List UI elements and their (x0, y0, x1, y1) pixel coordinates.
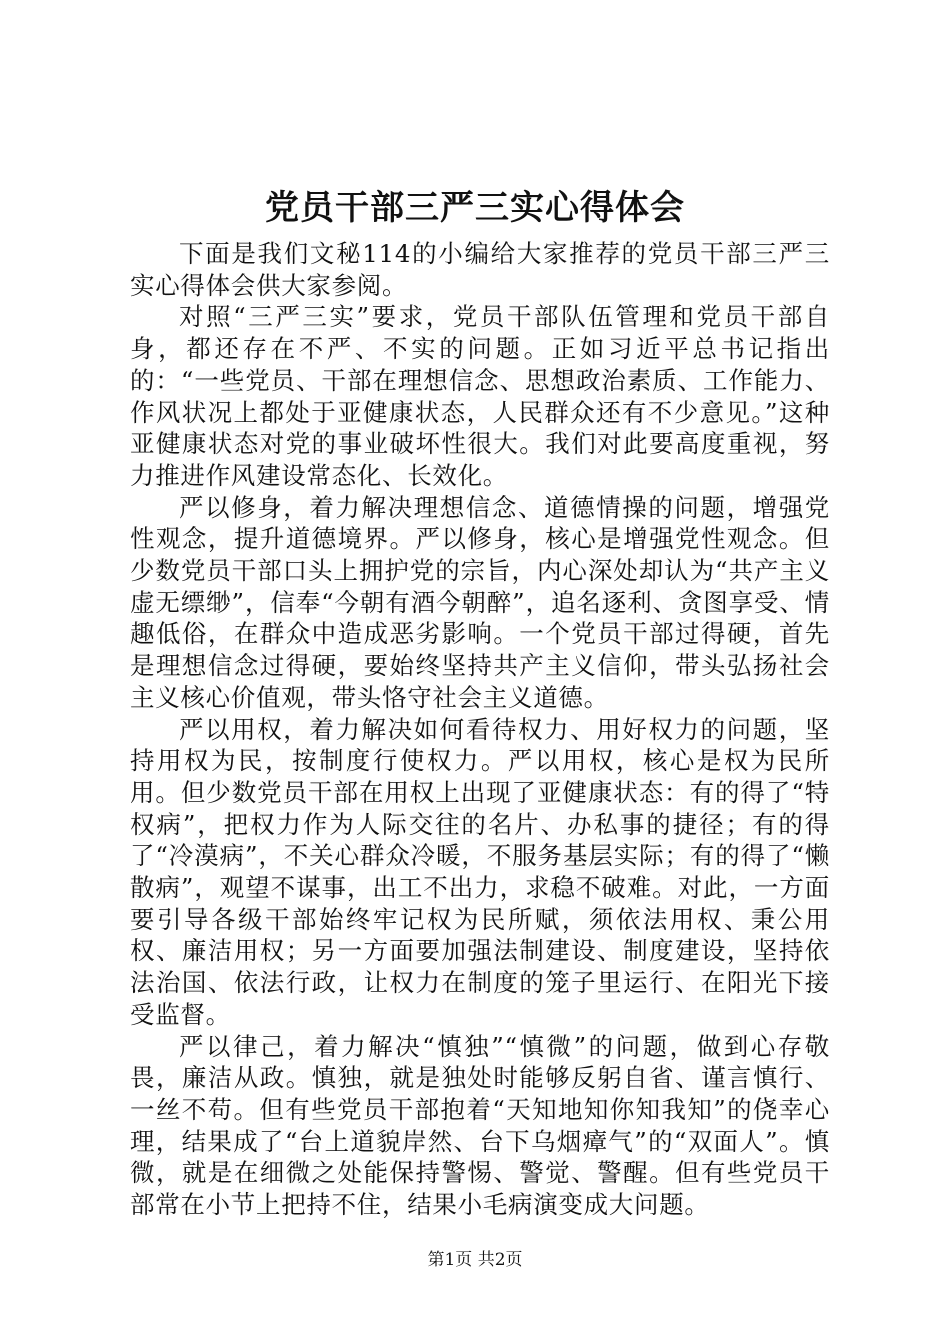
page-number-footer: 第1页 共2页 (427, 1250, 523, 1270)
document-body (130, 238, 830, 1221)
paragraph-use-of-power: 严以用权，着力解决如何看待权力、用好权力的问题，坚持用权为民，按制度行使权力。严以用权，核心是权为民所用。但少数党员干部在用权上出现了亚健康状态：有的得了“特权病”，把权力作为人际交往的名片、办私事的捷径；有的得了“冷漠病”，不关心群众冷暖，不服务基层实际；有的得了“懒散病”，观望不谋事，出工不出力，求稳不破难。对此，一方面要引导各级干部始终牢记权为民所赋，须依法用权、秉公用权、廉洁用权；另一方面要加强法制建设、制度建设，坚持依法治国、依法行政，让权力在制度的笼子里运行、在阳光下接受监督。 (130, 714, 830, 1029)
paragraph-self-cultivation: 严以修身，着力解决理想信念、道德情操的问题，增强党性观念，提升道德境界。严以修身，核心是增强党性观念。但少数党员干部口头上拥护党的宗旨，内心深处却认为“共产主义虚无缥缈”，信奉“今朝有酒今朝醉”，追名逐利、贪图享受、情趣低俗，在群众中造成恶劣影响。一个党员干部过得硬，首先是理想信念过得硬，要始终坚持共产主义信仰，带头弘扬社会主义核心价值观，带头恪守社会主义道德。 (130, 492, 830, 712)
document-title: 党员干部三严三实心得体会 (265, 188, 685, 228)
paragraph-self-discipline: 严以律己，着力解决“慎独”“慎微”的问题，做到心存敬畏，廉洁从政。慎独，就是独处时能够反躬自省、谨言慎行、一丝不苟。但有些党员干部抱着“天知地知你知我知”的侥幸心理，结果成了“台上道貌岸然、台下乌烟瘴气”的“双面人”。慎微，就是在细微之处能保持警惕、警觉、警醒。但有些党员干部常在小节上把持不住，结果小毛病演变成大问题。 (130, 1031, 830, 1220)
paragraph-contrast: 对照“三严三实”要求，党员干部队伍管理和党员干部自身，都还存在不严、不实的问题。正如习近平总书记指出的：“一些党员、干部在理想信念、思想政治素质、工作能力、作风状况上都处于亚健康状态，人民群众还有不少意见。”这种亚健康状态对党的事业破坏性很大。我们对此要高度重视，努力推进作风建设常态化、长效化。 (130, 302, 830, 490)
paragraph-intro: 下面是我们文秘114的小编给大家推荐的党员干部三严三实心得体会供大家参阅。 (130, 239, 830, 300)
